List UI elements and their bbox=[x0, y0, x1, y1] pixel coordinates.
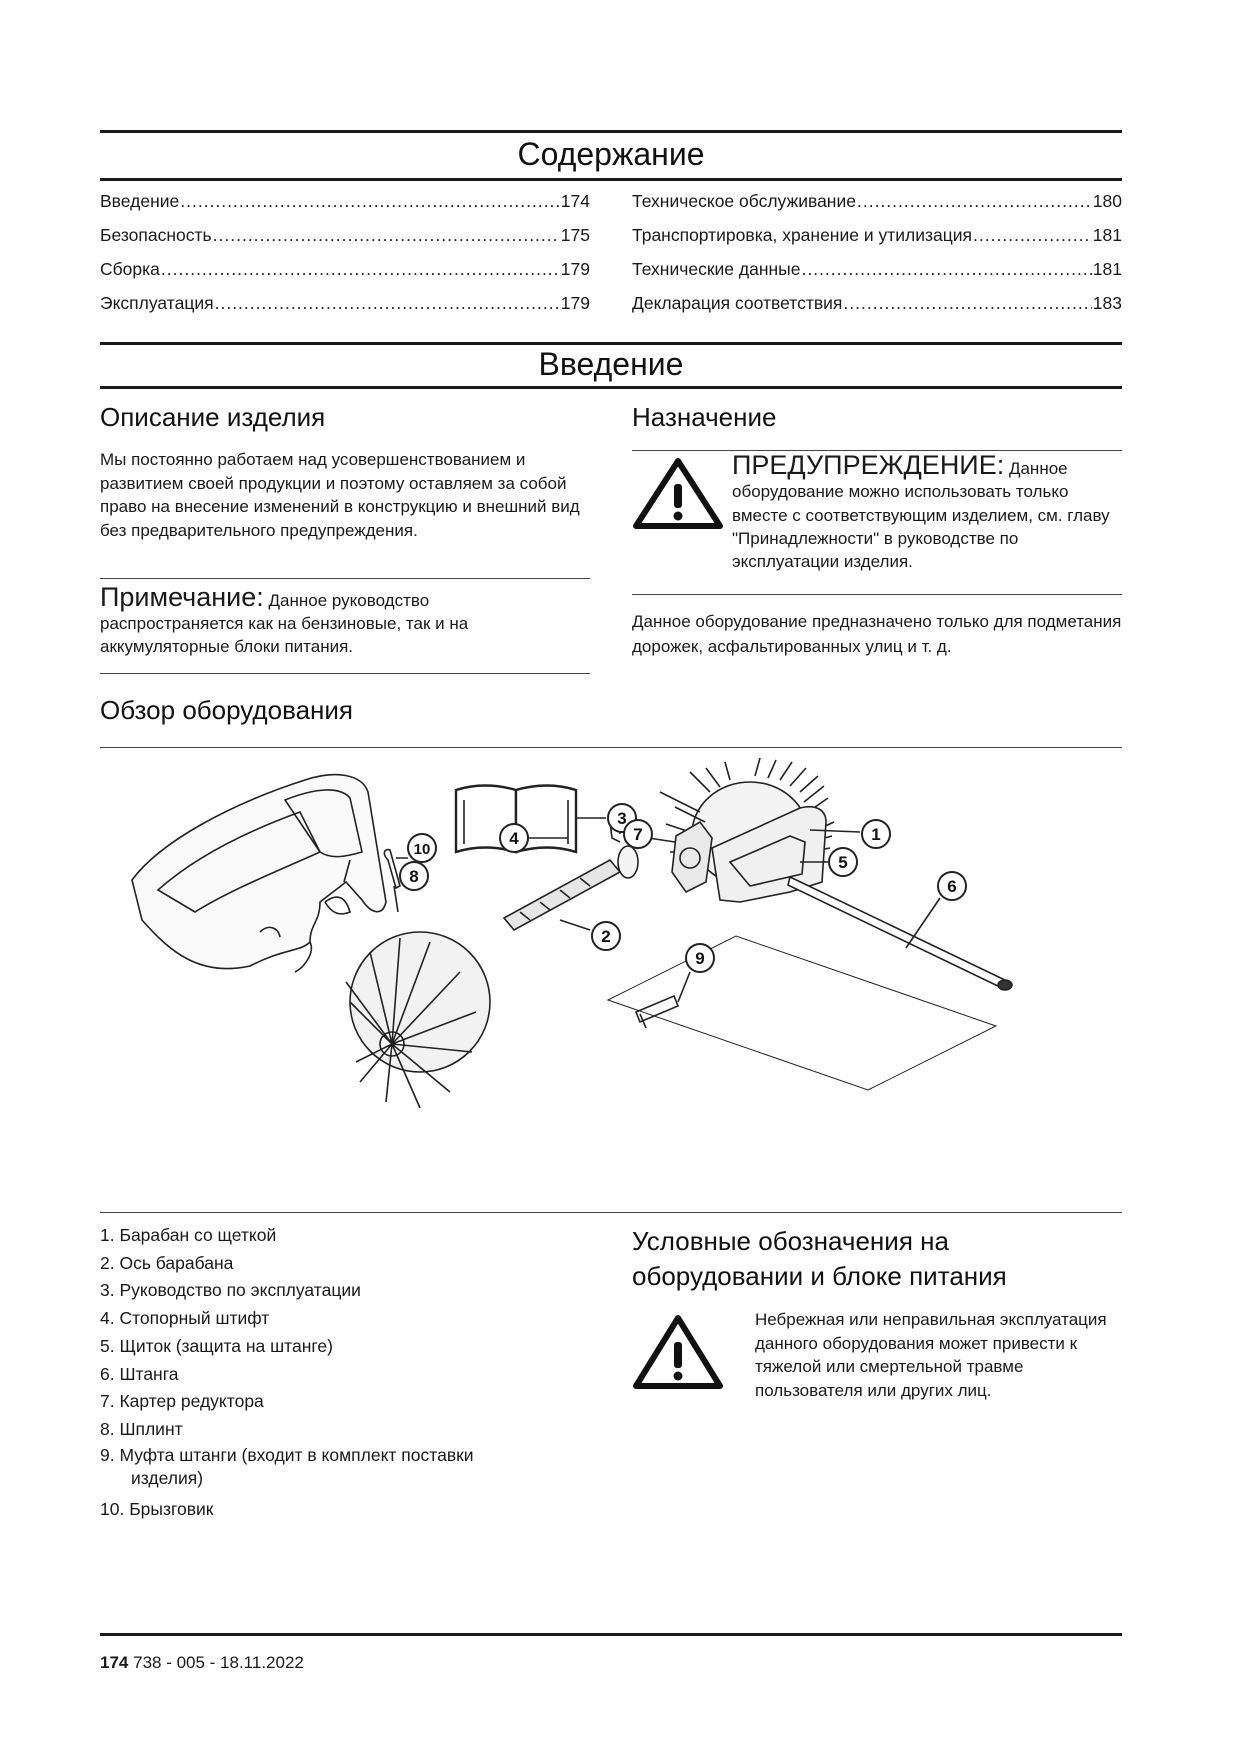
callout-label: 2 bbox=[601, 927, 611, 946]
list-item: 2. Ось барабана bbox=[100, 1252, 234, 1273]
note-heading: Примечание: bbox=[100, 582, 264, 612]
list-item: 9. Муфта штанги (входит в комплект поставки bbox=[100, 1444, 474, 1465]
toc-dots bbox=[215, 293, 560, 314]
list-item: 7. Картер редуктора bbox=[100, 1391, 264, 1412]
toc-entry-page: 179 bbox=[560, 259, 590, 279]
toc-entry[interactable] bbox=[100, 191, 590, 225]
toc-dots bbox=[180, 191, 560, 212]
toc-entry-label: Техническое обслуживание bbox=[632, 191, 856, 211]
footer-rule bbox=[100, 1633, 1122, 1636]
parts-list bbox=[100, 1222, 474, 1523]
symbols-text: Небрежная или неправильная эксплуатация данного оборудования может привести к тяжелой или смертельной травме пользователя или других лиц. bbox=[755, 1310, 1107, 1400]
toc-entry-label: Сборка bbox=[100, 259, 160, 279]
toc-entry[interactable] bbox=[100, 293, 590, 327]
note-block bbox=[100, 582, 570, 658]
toc-entry-page: 179 bbox=[560, 293, 590, 313]
brush-disc-part bbox=[346, 932, 490, 1108]
description-heading: Описание изделия bbox=[100, 402, 326, 432]
toc-dots bbox=[161, 259, 560, 280]
toc-right-column bbox=[632, 191, 1122, 327]
callout-label: 6 bbox=[947, 877, 957, 896]
note-top-rule bbox=[100, 578, 590, 579]
toc-entry-page: 180 bbox=[1092, 191, 1122, 211]
toc-entry-label: Безопасность bbox=[100, 225, 212, 245]
note-bottom-rule bbox=[100, 673, 590, 674]
toc-entry-label: Эксплуатация bbox=[100, 293, 214, 313]
list-item: 6. Штанга bbox=[100, 1363, 179, 1384]
toc-dots bbox=[843, 293, 1091, 314]
callout-label: 3 bbox=[617, 809, 627, 828]
symbols-heading bbox=[632, 1224, 1007, 1294]
warning-text: Данное оборудование можно использовать только вместе с соответствующим изделием, см. главу "Принадлежности" в руководстве по эксплуатации изделия. bbox=[732, 459, 1110, 572]
warning-triangle-icon bbox=[630, 1312, 726, 1392]
callout-label: 1 bbox=[871, 825, 881, 844]
cotter-pin-part bbox=[384, 850, 400, 888]
toc-left-column bbox=[100, 191, 590, 327]
list-item: 3. Руководство по эксплуатации bbox=[100, 1280, 361, 1301]
warning-bottom-rule bbox=[632, 594, 1122, 595]
warning-triangle-icon bbox=[630, 456, 726, 530]
purpose-heading: Назначение bbox=[632, 402, 777, 432]
toc-entry-page: 183 bbox=[1092, 293, 1122, 313]
list-item: 1. Барабан со щеткой bbox=[100, 1225, 277, 1245]
overview-top-rule bbox=[100, 747, 1122, 748]
toc-dots bbox=[857, 191, 1092, 212]
intro-top-rule bbox=[100, 342, 1122, 345]
warning-heading: ПРЕДУПРЕЖДЕНИЕ: bbox=[732, 450, 1005, 480]
equipment-diagram bbox=[100, 752, 1122, 1200]
footer-page-number: 174 bbox=[100, 1653, 129, 1672]
toc-entry-page: 175 bbox=[560, 225, 590, 245]
callout-label: 9 bbox=[695, 949, 705, 968]
footer bbox=[100, 1653, 304, 1673]
toc-dots bbox=[973, 225, 1092, 246]
drum-axle-part bbox=[504, 846, 638, 930]
toc-entry-label: Транспортировка, хранение и утилизация bbox=[632, 225, 973, 245]
symbols-heading-line: Условные обозначения на bbox=[632, 1226, 949, 1256]
toc-entry[interactable] bbox=[632, 293, 1122, 327]
toc-entry[interactable] bbox=[632, 191, 1122, 225]
callout-label: 4 bbox=[509, 829, 519, 848]
intro-title: Введение bbox=[538, 346, 684, 382]
toc-dots bbox=[213, 225, 560, 246]
toc-title: Содержание bbox=[517, 136, 705, 172]
toc-entry-page: 181 bbox=[1092, 259, 1122, 279]
list-item: 4. Стопорный штифт bbox=[100, 1308, 270, 1329]
toc-entry[interactable] bbox=[632, 225, 1122, 259]
callout-label: 7 bbox=[633, 825, 643, 844]
toc-entry-label: Декларация соответствия bbox=[632, 293, 843, 313]
assembly-plane bbox=[608, 936, 996, 1090]
list-item-continuation: изделия) bbox=[131, 1467, 204, 1488]
toc-top-rule bbox=[100, 130, 1122, 133]
description-text: Мы постоянно работаем над усовершенствованием и развитием своей продукции и поэтому оставляем за собой право на внесение изменений в конструкцию и внешний вид без предварительного предупреждения. bbox=[100, 450, 580, 540]
page bbox=[100, 0, 1122, 1754]
list-item: 8. Шплинт bbox=[100, 1418, 183, 1439]
toc-entry[interactable] bbox=[100, 259, 590, 293]
overview-bottom-rule bbox=[100, 1212, 1122, 1213]
callout-label: 5 bbox=[838, 853, 848, 872]
toc-entry-label: Введение bbox=[100, 191, 180, 211]
toc-title-rule bbox=[100, 178, 1122, 181]
toc-dots bbox=[801, 259, 1091, 280]
symbols-heading-line: оборудовании и блоке питания bbox=[632, 1261, 1007, 1291]
toc-entry-label: Технические данные bbox=[632, 259, 801, 279]
footer-doc-info: 738 - 005 - 18.11.2022 bbox=[133, 1653, 304, 1672]
shaft-part bbox=[788, 877, 1012, 990]
overview-heading: Обзор оборудования bbox=[100, 695, 354, 725]
list-item: 5. Щиток (защита на штанге) bbox=[100, 1335, 333, 1356]
toc-entry[interactable] bbox=[100, 225, 590, 259]
callout-label: 8 bbox=[409, 867, 419, 886]
splash-guard-part bbox=[132, 775, 386, 972]
toc-entry-page: 181 bbox=[1092, 225, 1122, 245]
list-item: 10. Брызговик bbox=[100, 1498, 214, 1519]
note-text: Данное руководство распространяется как на бензиновые, так и на аккумуляторные блоки питания. bbox=[100, 591, 469, 656]
purpose-text: Данное оборудование предназначено только для подметания дорожек, асфальтированных улиц и т. д. bbox=[632, 612, 1122, 656]
intro-title-rule bbox=[100, 386, 1122, 389]
callout-label: 10 bbox=[413, 841, 431, 858]
gear-housing-part bbox=[672, 822, 712, 892]
toc-entry[interactable] bbox=[632, 259, 1122, 293]
warning-block bbox=[732, 450, 1112, 573]
toc-entry-page: 174 bbox=[560, 191, 590, 211]
